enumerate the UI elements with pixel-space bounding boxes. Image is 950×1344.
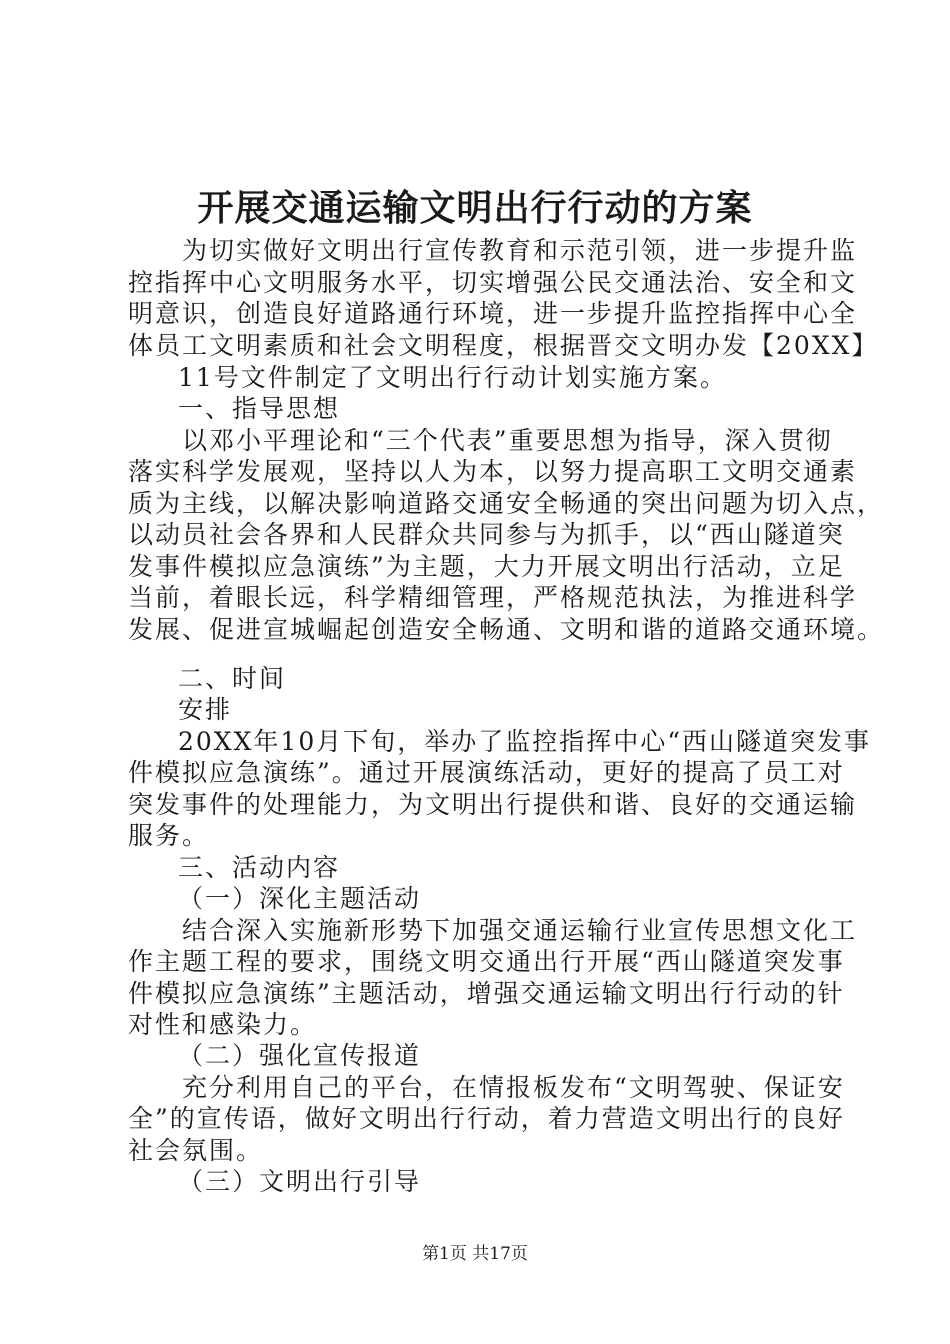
section-heading: 三、活动内容 [178,853,341,882]
subsection-heading: （二）强化宣传报道 [178,1041,422,1070]
body-line: 社会氛围。 [128,1136,264,1165]
document-title: 开展交通运输文明出行行动的方案 [197,188,753,229]
body-line: 发事件模拟应急演练”为主题，大力开展文明出行活动，立足 [128,552,845,581]
page-number: 第1页 共17页 [422,1244,528,1264]
body-line: 安排 [178,695,233,724]
subsection-heading: （一）深化主题活动 [178,884,422,913]
body-line: 11号文件制定了文明出行行动计划实施方案。 [178,363,727,392]
body-line: 作主题工程的要求，围绕文明交通出行开展“西山隧道突发事 [128,947,845,976]
body-line: 件模拟应急演练”主题活动，增强交通运输文明出行行动的针 [128,979,845,1008]
body-line: 结合深入实施新形势下加强交通运输行业宣传思想文化工 [182,916,858,945]
subsection-heading: （三）文明出行引导 [178,1167,422,1196]
body-line: 为切实做好文明出行宣传教育和示范引领，进一步提升监 [182,236,858,265]
body-line: 服务。 [128,821,210,850]
body-line: 突发事件的处理能力，为文明出行提供和谐、良好的交通运输 [128,790,858,819]
body-line: 件模拟应急演练”。通过开展演练活动，更好的提高了员工对 [128,758,845,787]
body-line: 20XX年10月下旬，举办了监控指挥中心“西山隧道突发事 [178,727,872,756]
body-line: 充分利用自己的平台，在情报板发布“文明驾驶、保证安 [182,1073,845,1102]
body-line: 控指挥中心文明服务水平，切实增强公民交通法治、安全和文 [128,268,858,297]
body-line: 当前，着眼长远，科学精细管理，严格规范执法，为推进科学 [128,583,858,612]
body-line: 落实科学发展观，坚持以人为本，以努力提高职工文明交通素 [128,457,858,486]
body-line: 体员工文明素质和社会文明程度，根据晋交文明办发【20XX】 [128,331,879,360]
body-line: 以邓小平理论和“三个代表”重要思想为指导，深入贯彻 [182,426,833,455]
section-heading: 一、指导思想 [178,394,341,423]
body-line: 发展、促进宣城崛起创造安全畅通、文明和谐的道路交通环境。 [128,615,885,644]
section-heading: 二、时间 [178,664,287,693]
body-line: 全”的宣传语，做好文明出行行动，着力营造文明出行的良好 [128,1104,845,1133]
body-line: 以动员社会各界和人民群众共同参与为抓手，以“西山隧道突 [128,520,845,549]
body-line: 明意识，创造良好道路通行环境，进一步提升监控指挥中心全 [128,299,858,328]
body-line: 质为主线，以解决影响道路交通安全畅通的突出问题为切入点， [128,489,885,518]
body-line: 对性和感染力。 [128,1010,318,1039]
